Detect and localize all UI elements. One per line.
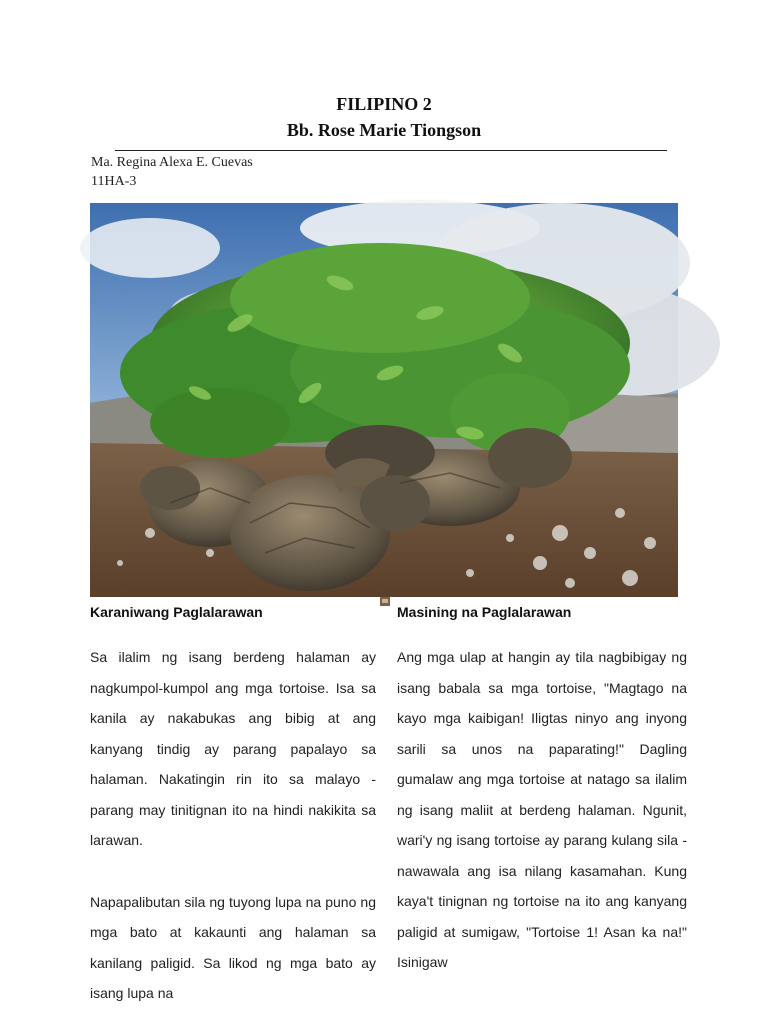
tortoise-photo [90,203,678,597]
student-section: 11HA-3 [91,174,137,189]
ordinary-description-column [90,602,376,1001]
small-image-fragment [380,597,390,606]
artistic-paragraph-1: Ang mga ulap at hangin ay tila nagbibigay ng isang babala sa mga tortoise, "Magtago na kayo mga kaibigan! Iligtas ninyo ang inyong sarili sa unos na paparating!" Dagling gumalaw ang mga tortoise at natago sa ilalim ng isang maliit at berdeng halaman. Ngunit, wari'y ng isang tortoise ay parang kulang sila - nawawala ang isa nilang kasamahan. Kung kaya't tinignan ng tortoise na ito ang kanyang paligid at sumigaw, "Tortoise 1! Asan ka na!" Isinigaw [397,649,687,970]
course-title: FILIPINO 2 [336,94,432,114]
artistic-description-heading: Masining na Paglalarawan [397,604,572,620]
ordinary-description-heading: Karaniwang Paglalarawan [90,604,263,620]
artistic-description-column [397,602,687,970]
header-divider [115,150,667,151]
teacher-name: Bb. Rose Marie Tiongson [286,120,482,140]
ordinary-paragraph-1: Sa ilalim ng isang berdeng halaman ay nagkumpol-kumpol ang mga tortoise. Isa sa kanila ay nakabukas ang bibig at ang kanyang tindig ay parang papalayo sa halaman. Nakatingin rin ito sa malayo - parang may tinitignan ito na hindi nakikita sa larawan. [90,649,376,848]
student-name: Ma. Regina Alexa E. Cuevas [91,155,253,170]
ordinary-paragraph-2: Napapalibutan sila ng tuyong lupa na puno ng mga bato at kakaunti ang halaman sa kanilang paligid. Sa likod ng mga bato ay isang lupa na [90,893,376,1001]
